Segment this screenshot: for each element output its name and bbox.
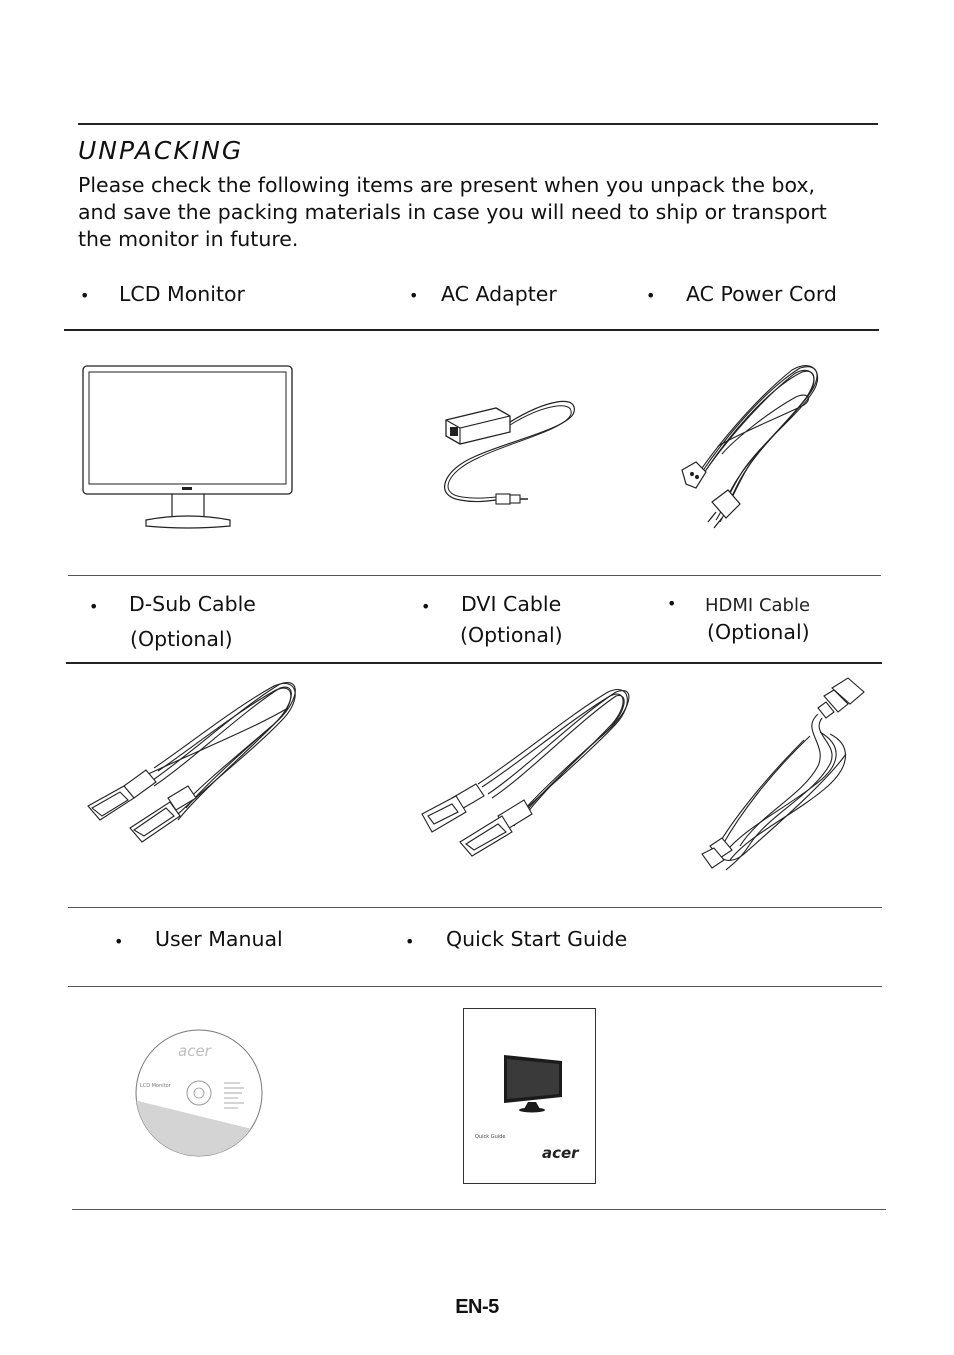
row-divider — [68, 986, 882, 987]
bullet: • — [405, 932, 415, 951]
item-hdmi-optional: (Optional) — [707, 620, 810, 644]
item-ac-power-cord: AC Power Cord — [686, 282, 837, 306]
bullet: • — [409, 286, 419, 305]
quick-start-guide-booklet — [463, 1008, 596, 1184]
row-divider — [66, 662, 882, 664]
item-hdmi-cable: HDMI Cable — [705, 595, 811, 616]
hdmi-cable-illustration — [700, 674, 870, 874]
row-divider — [64, 329, 879, 331]
section-title: UNPACKING — [78, 136, 244, 165]
intro-line: the monitor in future. — [78, 227, 299, 251]
item-quick-start-guide: Quick Start Guide — [446, 927, 628, 951]
dvi-cable-illustration — [418, 684, 634, 866]
guide-brand-logo: acer — [542, 1144, 579, 1162]
item-dsub-optional: (Optional) — [130, 627, 233, 651]
user-manual-cd — [134, 1028, 264, 1158]
bullet: • — [421, 597, 431, 616]
item-user-manual: User Manual — [155, 927, 283, 951]
ac-adapter-illustration — [436, 398, 582, 516]
lcd-monitor-illustration — [80, 362, 296, 532]
cd-brand-logo: acer — [178, 1042, 211, 1060]
guide-label: Quick Guide — [475, 1134, 506, 1140]
bullet: • — [646, 286, 656, 305]
row-divider — [68, 907, 882, 908]
bullet: • — [667, 594, 677, 613]
ac-power-cord-illustration — [682, 362, 824, 530]
bullet: • — [114, 932, 124, 951]
item-lcd-monitor: LCD Monitor — [119, 282, 245, 306]
intro-line: and save the packing materials in case you will need to ship or transport — [78, 200, 827, 224]
top-rule — [78, 123, 878, 125]
item-dsub-cable: D-Sub Cable — [129, 592, 256, 616]
bullet: • — [80, 286, 90, 305]
intro-paragraph — [78, 172, 878, 253]
item-dvi-cable: DVI Cable — [461, 592, 562, 616]
guide-monitor-illustration — [500, 1053, 566, 1115]
intro-line: Please check the following items are present when you unpack the box, — [78, 173, 816, 197]
page-number: EN-5 — [455, 1296, 499, 1318]
item-dvi-optional: (Optional) — [460, 623, 563, 647]
row-divider — [72, 1209, 886, 1210]
bullet: • — [89, 597, 99, 616]
dsub-cable-illustration — [84, 678, 300, 858]
row-divider — [68, 575, 881, 576]
item-ac-adapter: AC Adapter — [441, 282, 557, 306]
cd-label: LCD Monitor — [140, 1083, 171, 1089]
